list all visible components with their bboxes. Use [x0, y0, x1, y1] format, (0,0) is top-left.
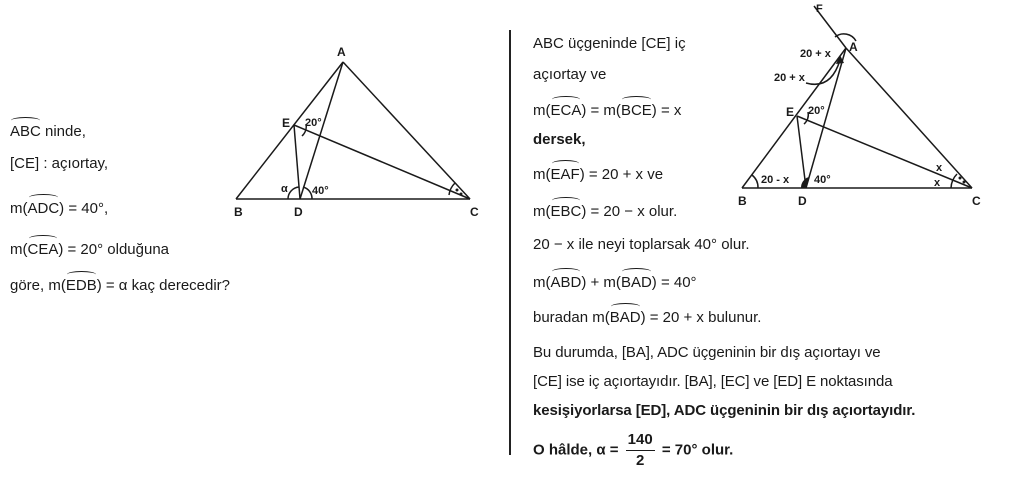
solution-figure: [736, 0, 1001, 210]
question-line-2: [CE] : açıortay,: [10, 155, 109, 172]
segment-ad: [806, 48, 846, 188]
label-e: E: [786, 105, 795, 119]
segment-ed: [797, 116, 806, 188]
angle-arc-alpha: [288, 187, 299, 199]
angle-arc-c: [449, 183, 455, 195]
side-ba: [236, 62, 343, 199]
label-e: E: [282, 116, 291, 130]
angle-e-label: 20°: [305, 117, 322, 129]
alpha-label: α: [281, 183, 288, 195]
label-f: F: [816, 3, 823, 15]
fraction: $\frac{140}{2}$: [627, 431, 653, 469]
angle-a1-label: 20 + x: [800, 48, 831, 60]
label-c: C: [470, 205, 479, 217]
column-divider: [509, 30, 511, 455]
angle-b-label: 20 - x: [761, 174, 790, 186]
angle-c1-label: x: [936, 162, 943, 174]
question-figure: [230, 42, 490, 217]
angle-arc-b: [752, 175, 758, 188]
arc-abc: ABC: [10, 120, 41, 140]
label-d: D: [798, 194, 807, 208]
label-d: D: [294, 205, 303, 217]
label-a: A: [337, 45, 346, 59]
label-b: B: [234, 205, 243, 217]
angle-c2-label: x: [934, 177, 941, 189]
label-b: B: [738, 194, 747, 208]
angle-arc-d: [303, 187, 312, 199]
label-a: A: [849, 40, 858, 54]
side-ac: [343, 62, 470, 199]
side-ac: [846, 48, 972, 188]
label-c: C: [972, 194, 981, 208]
angle-e-label: 20°: [808, 105, 825, 117]
angle-d-label: 40°: [814, 174, 831, 186]
angle-a2-label: 20 + x: [774, 72, 805, 84]
angle-d-label: 40°: [312, 185, 329, 197]
